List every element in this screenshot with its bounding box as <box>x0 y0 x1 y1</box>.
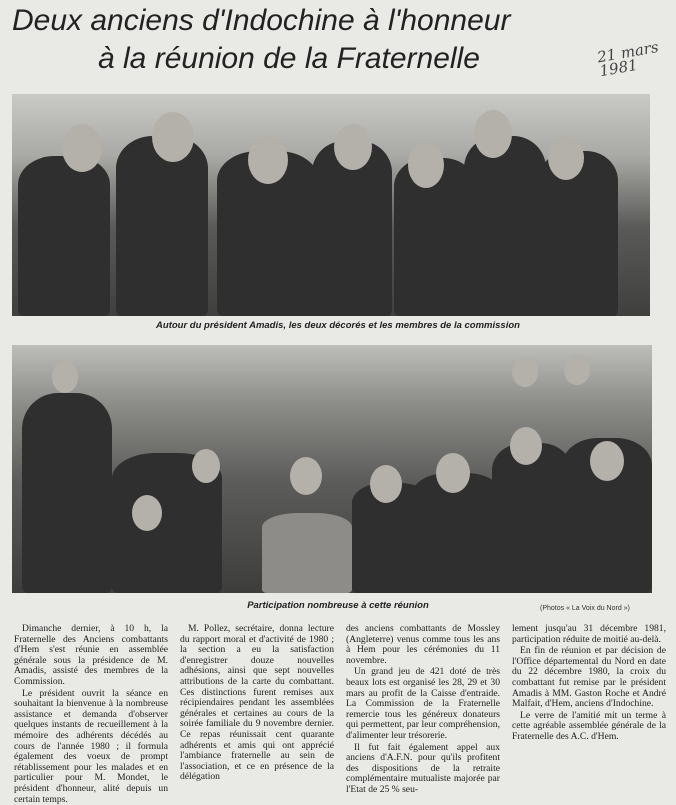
paragraph: lement jusqu'au 31 décembre 1981, participation réduite de moitié au-delà. <box>512 623 666 645</box>
paragraph: Un grand jeu de 421 doté de très beaux lots est organisé les 28, 29 et 30 mars au profit de la Caisse d'entraide. La Commission de la Fraternelle remercie tous les généreux donateurs qui permettent, par leur compréhension, d'alimenter leur trésorerie. <box>346 666 500 741</box>
article-body <box>14 623 668 805</box>
paragraph: Le président ouvrit la séance en souhaitant la bienvenue à la nombreuse assistance et demanda d'observer quelques instants de recueillement à la mémoire des adhérents décédés au cours de l'année 1980 ; il formula également des voeux de prompt rétablissement pour les malades et en particulier pour M. Mondet, le président d'honneur, alité depuis un certain temps. <box>14 687 168 805</box>
paragraph: Il fut fait également appel aux anciens d'A.F.N. pour qu'ils profitent des dispositions de la retraite complémentaire mutualiste majorée par l'Etat de 25 % seu- <box>346 741 500 795</box>
paragraph: Dimanche dernier, à 10 h, la Fraternelle des Anciens combattants d'Hem s'est réunie en assemblée générale sous la présidence de M. Amadis, assisté des membres de la Commission. <box>14 623 168 687</box>
article-column-4 <box>512 624 666 792</box>
handwritten-date: 21 mars 1981 <box>595 37 660 81</box>
paragraph: des anciens combattants de Mossley (Angleterre) venus comme tous les ans à Hem pour les cérémonies du 11 novembre. <box>346 623 500 666</box>
paragraph: Le verre de l'amitié mit un terme à cette agréable assemblée générale de la Fraternelle des A.C. d'Hem. <box>512 709 666 742</box>
group-photo <box>12 94 650 316</box>
assembly-photo-caption: Participation nombreuse à cette réunion <box>247 600 429 611</box>
article-column-3 <box>346 623 500 795</box>
paragraph: En fin de réunion et par décision de l'Office départemental du Nord en date du 22 décembre 1980, la croix du combattant fut remise par le président Amadis à MM. Gaston Roche et André Malfait, d'Hem, anciens d'Indochine. <box>512 645 666 710</box>
assembly-photo <box>12 345 652 593</box>
paragraph: M. Pollez, secrétaire, donna lecture du rapport moral et d'activité de 1980 ; la section a eu la satisfaction d'enregistrer douze nouvelles adhésions, ainsi que sept nouvelles attributions de la carte du combattant. Ces distinctions furent remises aux récipiendaires pendant les assemblées générales et certaines au cours de la soirée familiale du 9 novembre dernier. Ce repas réunissait cent quarante adhérents et amis qui ont apprécié l'ambiance fraternelle au sein de l'association, et ce en présence de la délégation <box>180 623 334 783</box>
group-photo-caption: Autour du président Amadis, les deux décorés et les membres de la commission <box>156 320 520 331</box>
article-column-2 <box>180 624 334 792</box>
headline <box>10 2 670 78</box>
photo-credit: (Photos « La Voix du Nord ») <box>540 605 630 612</box>
article-column-1 <box>14 623 168 805</box>
headline-line-2: à la réunion de la Fraternelle <box>98 42 480 75</box>
headline-line-1: Deux anciens d'Indochine à l'honneur <box>12 4 511 37</box>
